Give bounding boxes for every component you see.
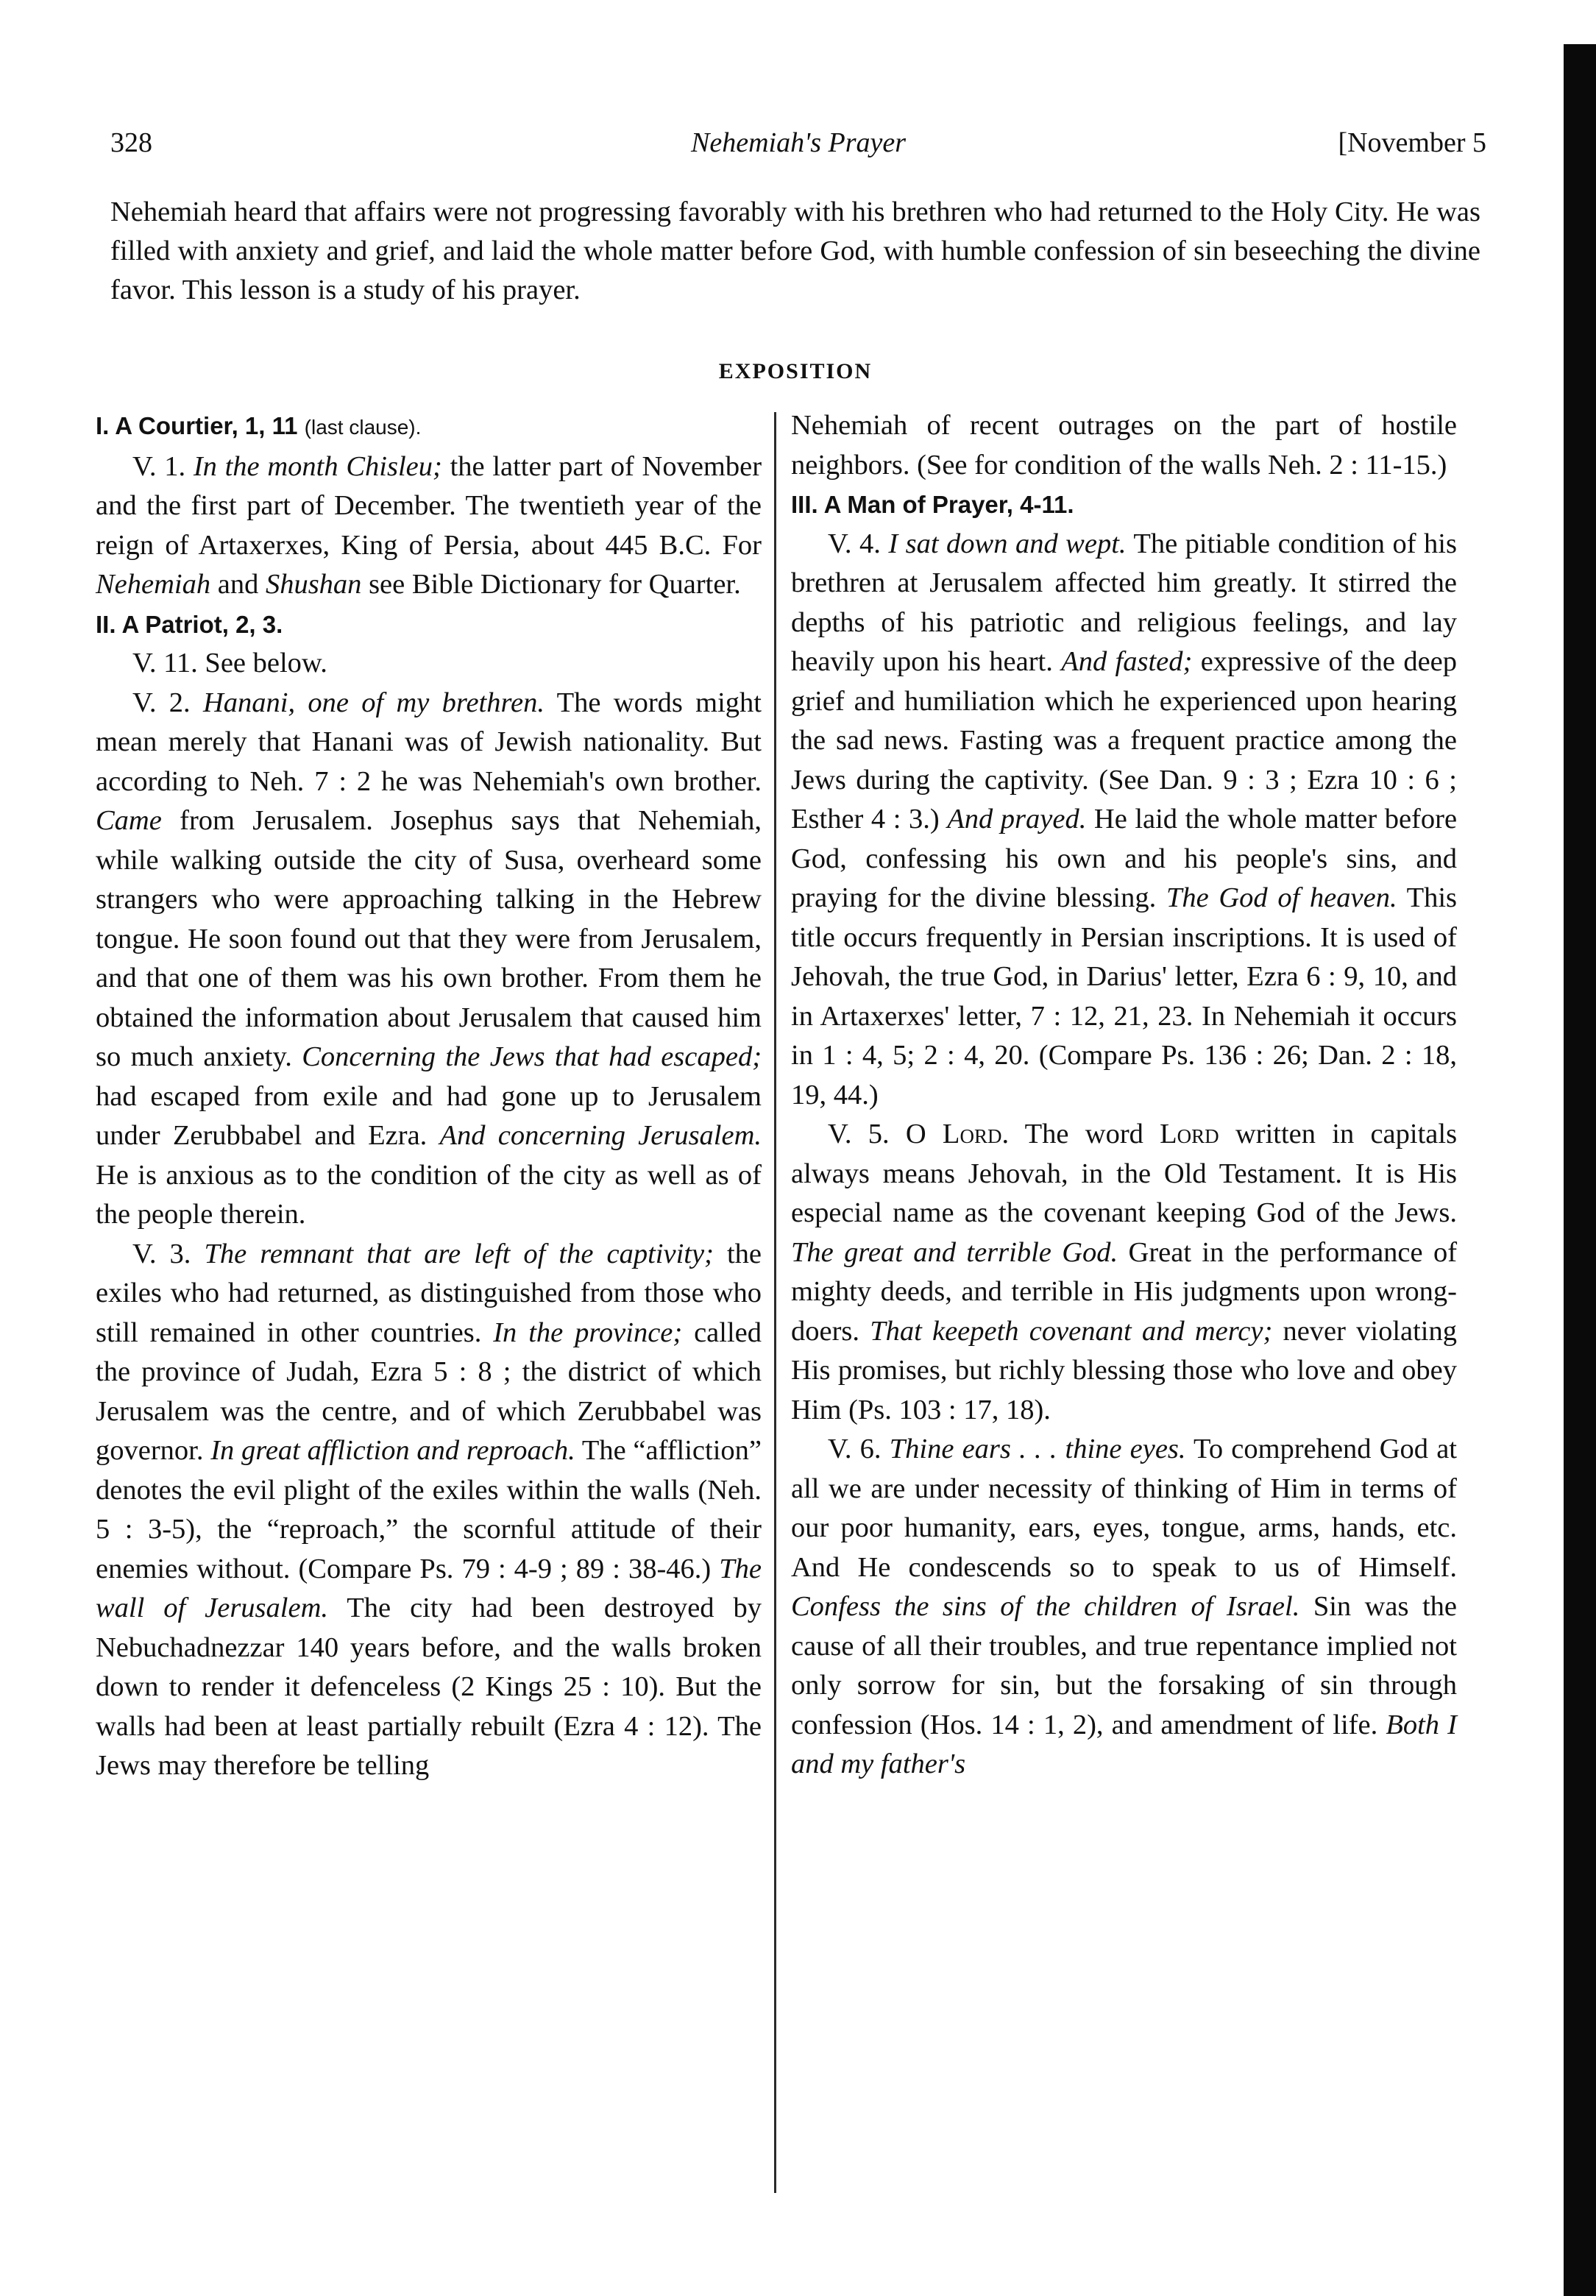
verse-2: V. 2. Hanani, one of my brethren. The words might mean merely that Hanani was of Jewish nationality. But according to Neh. 7 : 2 he was Nehemiah's own brother. Came from Jerusalem. Josephus says that Nehemiah, while walking outside the city of Susa, overheard some strangers who were approaching talking in the Hebrew tongue. He soon found out that they were from Jerusalem, and that one of them was his own brother. From them he obtained the information about Jerusalem that caused him so much anxiety. Concerning the Jews that had escaped; had escaped from exile and had gone up to Jerusalem under Zerubbabel and Ezra. And concerning Jerusalem. He is anxious as to the condition of the city as well as of the people therein. [96,687,762,1230]
running-header [110,127,1486,165]
section-heading-man-of-prayer: III. A Man of Prayer, 4-11. [791,491,1074,518]
right-column [791,406,1457,1785]
verse-4: V. 4. I sat down and wept. The pitiable condition of his brethren at Jerusalem affected him greatly. It stirred the depths of his patriotic and religious feelings, and lay heavily upon his heart. And fasted; expressive of the deep grief and humiliation which he experienced upon hearing the sad news. Fasting was a frequent practice among the Jews during the captivity. (See Dan. 9 : 3 ; Ezra 10 : 6 ; Esther 4 : 3.) And prayed. He laid the whole matter before God, confessing his own and his people's sins, and praying for the divine blessing. The God of heaven. This title occurs frequently in Persian inscriptions. It is used of Jehovah, the true God, in Darius' letter, Ezra 6 : 9, 10, and in Artaxerxes' letter, 7 : 12, 21, 23. In Nehemiah it occurs in 1 : 4, 5; 2 : 4, 20. (Compare Ps. 136 : 26; Dan. 2 : 18, 19, 44.) [791,528,1458,1110]
page-number: 328 [110,127,152,158]
continued-text: Nehemiah of recent outrages on the part of hostile neighbors. (See for condition of the walls Neh. 2 : 11-15.) [791,410,1457,481]
left-column [96,406,762,1786]
page-date: [November 5 [1338,127,1486,158]
section-heading-patriot: II. A Patriot, 2, 3. [96,610,283,638]
scan-edge-bar [1564,44,1596,2296]
section-heading-courtier: I. A Courtier, 1, 11 (last clause). [96,412,422,439]
exposition-heading: EXPOSITION [718,359,873,383]
page-title: Nehemiah's Prayer [690,127,906,158]
intro-paragraph: Nehemiah heard that affairs were not progressing favorably with his brethren who had returned to the Holy City. He was filled with anxiety and grief, and laid the whole matter before God, with humble confession of sin beseeching the divine favor. This lesson is a study of his prayer. [110,196,1480,305]
column-divider [774,412,776,2193]
verse-3: V. 3. The remnant that are left of the captivity; the exiles who had returned, as distinguished from those who still remained in other countries. In the province; called the province of Judah, Ezra 5 : 8 ; the district of which Jerusalem was the centre, and of which Zerubbabel was governor. In great affliction and reproach. The “affliction” denotes the evil plight of the exiles within the walls (Neh. 5 : 3-5), the “reproach,” the scornful attitude of their enemies without. (Compare Ps. 79 : 4-9 ; 89 : 38-46.) The wall of Jerusalem. The city had been destroyed by Nebuchadnezzar 140 years before, and the walls broken down to render it defenceless (2 Kings 25 : 10). But the walls had been at least partially rebuilt (Ezra 4 : 12). The Jews may therefore be telling [96,1238,762,1781]
verse-11-note: V. 11. See below. [132,648,327,678]
verse-5: V. 5. O Lord. The word Lord written in capitals always means Jehovah, in the Old Testament. It is His especial name as the covenant keeping God of the Jews. The great and terrible God. Great in the performance of mighty deeds, and terrible in His judgments upon wrong-doers. That keepeth covenant and mercy; never violating His promises, but richly blessing those who love and obey Him (Ps. 103 : 17, 18). [791,1119,1458,1425]
verse-6: V. 6. Thine ears . . . thine eyes. To comprehend God at all we are under necessity of thinking of Him in terms of our poor humanity, ears, eyes, tongue, arms, hands, etc. And He condescends so to speak to us of Himself. Confess the sins of the children of Israel. Sin was the cause of all their troubles, and true repentance implied not only sorrow for sin, but the forsaking of sin through confession (Hos. 14 : 1, 2), and amendment of life. Both I and my father's [791,1434,1458,1779]
verse-1: V. 1. In the month Chisleu; the latter part of November and the first part of December. The twentieth year of the reign of Artaxerxes, King of Persia, about 445 B.C. For Nehemiah and Shushan see Bible Dictionary for Quarter. [96,450,762,600]
